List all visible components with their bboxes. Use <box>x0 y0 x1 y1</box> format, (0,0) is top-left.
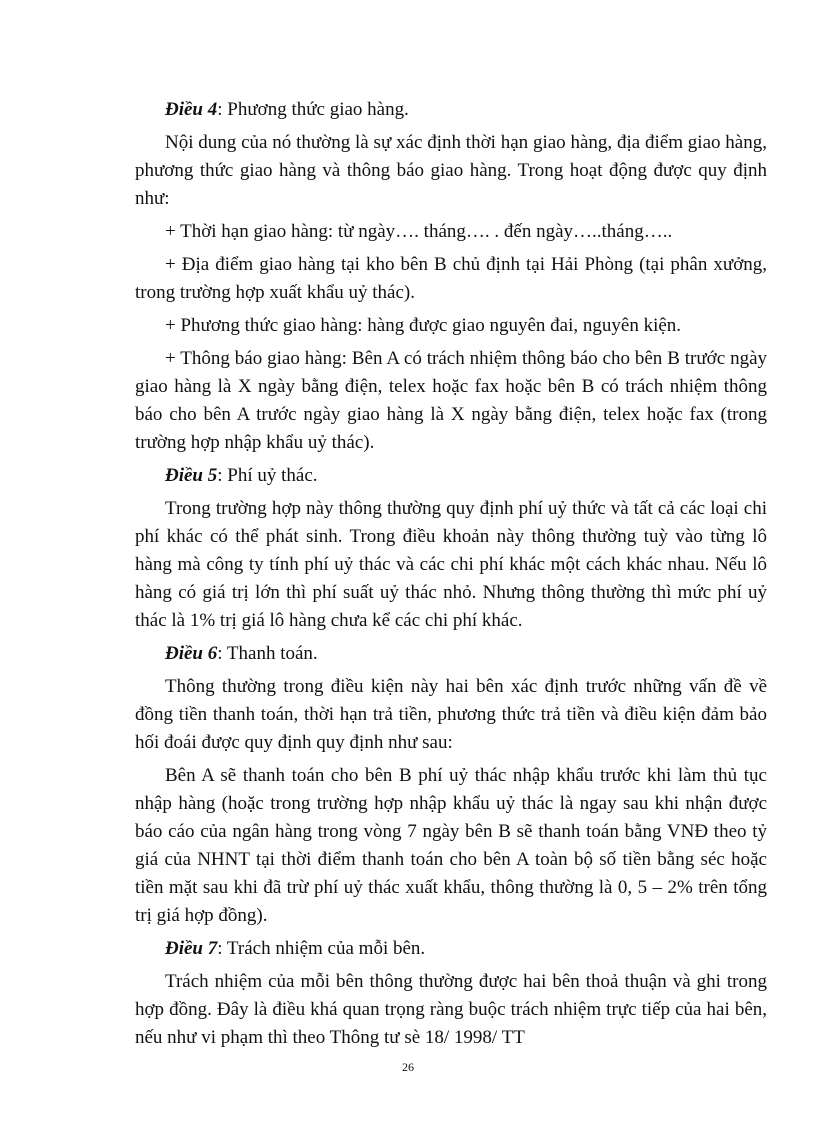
article-5-heading <box>135 462 767 490</box>
article-7-label: Điều 7 <box>165 938 218 959</box>
article-4-paragraph: + Thời hạn giao hàng: từ ngày…. tháng…. . đến ngày…..tháng….. <box>165 221 673 242</box>
page-content <box>135 96 767 1057</box>
article-6-paragraph: Bên A sẽ thanh toán cho bên B phí uỷ thác nhập khẩu trước khi làm thủ tục nhập hàng (hoặc trong trường hợp nhập khẩu uỷ thác là ngay sau khi nhận được báo cáo của ngân hàng trong vòng 7 ngày bên B sẽ thanh toán bằng VNĐ theo tỷ giá của NHNT tại thời điểm thanh toán cho bên A toàn bộ số tiền bằng séc hoặc tiền mặt sau khi đã trừ phí uỷ thác xuất khẩu, thông thường là 0, 5 – 2% trên tổng trị giá hợp đồng). <box>135 765 767 926</box>
article-6-title: : Thanh toán. <box>217 643 318 664</box>
article-6-paragraph: Thông thường trong điều kiện này hai bên xác định trước những vấn đề về đồng tiền thanh toán, thời hạn trả tiền, phương thức trả tiền và điều kiện đảm bảo hối đoái được quy định quy định như sau: <box>135 676 767 753</box>
article-4-label: Điều 4 <box>165 99 218 120</box>
article-4-paragraph: + Địa điểm giao hàng tại kho bên B chủ định tại Hải Phòng (tại phân xưởng, trong trường hợp xuất khẩu uỷ thác). <box>135 254 767 303</box>
article-5-title: : Phí uỷ thác. <box>217 465 318 486</box>
article-4-title: : Phương thức giao hàng. <box>217 99 409 120</box>
article-4-paragraph: + Thông báo giao hàng: Bên A có trách nhiệm thông báo cho bên B trước ngày giao hàng là X ngày bằng điện, telex hoặc fax hoặc bên B có trách nhiệm thông báo cho bên A trước ngày giao hàng là X ngày bằng điện, telex hoặc fax (trong trường hợp nhập khẩu uỷ thác). <box>135 348 767 453</box>
page-number: 26 <box>402 1060 414 1074</box>
article-7-paragraph: Trách nhiệm của mỗi bên thông thường được hai bên thoả thuận và ghi trong hợp đồng. Đây là điều khá quan trọng ràng buộc trách nhiệm trực tiếp của hai bên, nếu như vi phạm thì theo Thông tư sè 18/ 1998/ TT <box>135 971 767 1048</box>
article-6-heading <box>135 640 767 668</box>
article-4-paragraph: Nội dung của nó thường là sự xác định thời hạn giao hàng, địa điểm giao hàng, phương thức giao hàng và thông báo giao hàng. Trong hoạt động được quy định như: <box>135 132 767 209</box>
article-6-label: Điều 6 <box>165 643 218 664</box>
article-5-paragraph: Trong trường hợp này thông thường quy định phí uỷ thức và tất cả các loại chi phí khác có thể phát sinh. Trong điều khoản này thông thường tuỳ vào từng lô hàng mà công ty tính phí uỷ thác và các chi phí khác một cách khác nhau. Nếu lô hàng có giá trị lớn thì phí suất uỷ thác nhỏ. Nhưng thông thường thì mức phí uỷ thác là 1% trị giá lô hàng chưa kể các chi phí khác. <box>135 498 767 631</box>
article-4-paragraph: + Phương thức giao hàng: hàng được giao nguyên đai, nguyên kiện. <box>165 315 682 336</box>
article-4-heading <box>135 96 767 124</box>
article-5-label: Điều 5 <box>165 465 218 486</box>
article-7-heading <box>135 935 767 963</box>
article-7-title: : Trách nhiệm của mỗi bên. <box>217 938 426 959</box>
